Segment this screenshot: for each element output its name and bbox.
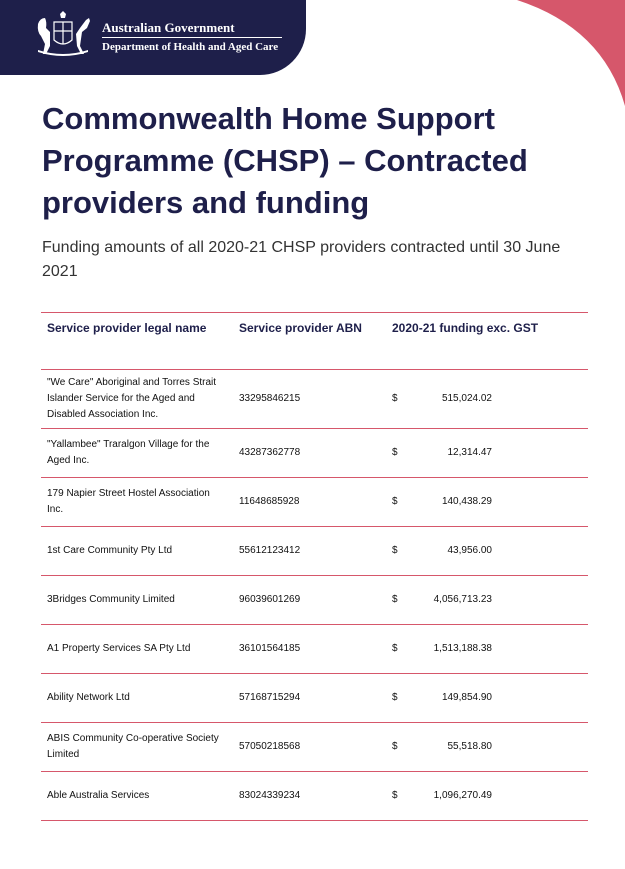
header-divider: [102, 37, 282, 38]
table-row: [41, 625, 588, 674]
provider-name-cell: 3Bridges Community Limited: [41, 576, 233, 625]
table-row: [41, 429, 588, 478]
funding-cell: [386, 723, 588, 772]
abn-cell: 33295846215: [233, 370, 386, 429]
column-header-provider-name: Service provider legal name: [41, 313, 233, 370]
table-row: [41, 527, 588, 576]
funding-cell: [386, 429, 588, 478]
abn-cell: 57050218568: [233, 723, 386, 772]
coat-of-arms-icon: [32, 10, 94, 58]
funding-cell: [386, 772, 588, 821]
org-name-line1: Australian Government: [102, 20, 235, 35]
funding-cell: [386, 370, 588, 429]
org-name-line2: Department of Health and Aged Care: [102, 41, 279, 53]
abn-cell: 11648685928: [233, 478, 386, 527]
providers-funding-table: [41, 312, 588, 821]
currency-symbol: $: [392, 790, 398, 801]
government-header-banner: [0, 0, 306, 75]
provider-name-cell: A1 Property Services SA Pty Ltd: [41, 625, 233, 674]
table-row: [41, 576, 588, 625]
funding-amount: 55,518.80: [447, 741, 492, 752]
provider-name-cell: Able Australia Services: [41, 772, 233, 821]
table-row: [41, 772, 588, 821]
currency-symbol: $: [392, 545, 398, 556]
provider-name-cell: "Yallambee" Traralgon Village for the Aged Inc.: [41, 429, 233, 478]
abn-cell: 83024339234: [233, 772, 386, 821]
abn-cell: 43287362778: [233, 429, 386, 478]
funding-amount: 1,096,270.49: [433, 790, 492, 801]
table-row: [41, 723, 588, 772]
funding-cell: [386, 625, 588, 674]
page-subtitle: Funding amounts of all 2020-21 CHSP providers contracted until 30 June 2021: [42, 239, 561, 280]
page-title: Commonwealth Home Support Programme (CHSP) – Contracted providers and funding: [42, 101, 528, 220]
funding-amount: 4,056,713.23: [433, 594, 492, 605]
funding-cell: [386, 478, 588, 527]
funding-cell: [386, 527, 588, 576]
currency-symbol: $: [392, 741, 398, 752]
funding-cell: [386, 674, 588, 723]
provider-name-cell: ABIS Community Co-operative Society Limited: [41, 723, 233, 772]
currency-symbol: $: [392, 692, 398, 703]
abn-cell: 55612123412: [233, 527, 386, 576]
funding-amount: 149,854.90: [441, 692, 492, 703]
table-row: [41, 674, 588, 723]
currency-symbol: $: [392, 447, 398, 458]
column-header-abn: Service provider ABN: [233, 313, 386, 370]
currency-symbol: $: [392, 393, 398, 404]
funding-amount: 1,513,188.38: [433, 643, 492, 654]
table-row: [41, 370, 588, 429]
abn-cell: 36101564185: [233, 625, 386, 674]
funding-amount: 12,314.47: [447, 447, 492, 458]
abn-cell: 96039601269: [233, 576, 386, 625]
table-header-row: [41, 313, 588, 370]
funding-amount: 515,024.02: [441, 393, 492, 404]
decorative-corner-swoosh: [485, 0, 625, 110]
table-row: [41, 478, 588, 527]
currency-symbol: $: [392, 643, 398, 654]
provider-name-cell: 1st Care Community Pty Ltd: [41, 527, 233, 576]
provider-name-cell: Ability Network Ltd: [41, 674, 233, 723]
currency-symbol: $: [392, 594, 398, 605]
funding-cell: [386, 576, 588, 625]
provider-name-cell: 179 Napier Street Hostel Association Inc.: [41, 478, 233, 527]
abn-cell: 57168715294: [233, 674, 386, 723]
provider-name-cell: "We Care" Aboriginal and Torres Strait Islander Service for the Aged and Disabled Association Inc.: [41, 370, 233, 429]
currency-symbol: $: [392, 496, 398, 507]
funding-amount: 140,438.29: [441, 496, 492, 507]
column-header-funding: 2020-21 funding exc. GST: [386, 313, 588, 370]
funding-amount: 43,956.00: [447, 545, 492, 556]
